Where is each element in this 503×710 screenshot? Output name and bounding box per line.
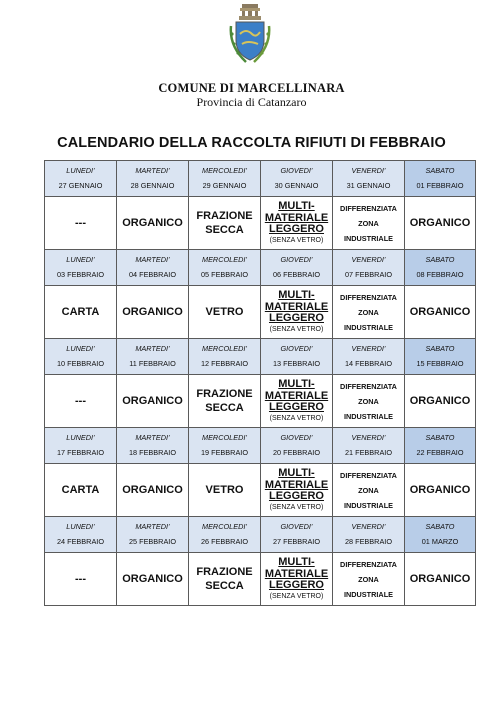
waste-type-label: INDUSTRIALE — [343, 411, 394, 421]
day-header-cell — [405, 250, 476, 286]
day-date: 12 FEBBRAIO — [200, 359, 249, 368]
day-header-cell — [45, 428, 117, 464]
day-name: MERCOLEDI’ — [201, 166, 247, 175]
waste-type-label: ORGANICO — [122, 573, 183, 585]
day-name: MERCOLEDI’ — [201, 433, 247, 442]
week-header-row — [45, 250, 476, 286]
waste-cell — [405, 464, 476, 517]
day-name: MERCOLEDI’ — [201, 522, 247, 531]
waste-type-label: MATERIALE — [264, 300, 329, 313]
waste-cell — [117, 375, 189, 428]
day-header-cell — [189, 250, 261, 286]
waste-type-label: DIFFERENZIATA — [340, 470, 397, 480]
waste-type-label: LEGGERO — [268, 223, 324, 236]
day-date: 24 FEBBRAIO — [56, 537, 105, 546]
day-date: 06 FEBBRAIO — [272, 270, 321, 279]
day-header-cell — [189, 428, 261, 464]
waste-cell — [117, 197, 189, 250]
day-date: 20 FEBBRAIO — [272, 448, 321, 457]
waste-cell — [261, 553, 333, 606]
municipality-name: COMUNE DI MARCELLINARA — [158, 81, 345, 95]
day-date: 22 FEBBRAIO — [416, 448, 464, 457]
day-header-cell — [405, 161, 476, 197]
day-date: 29 GENNAIO — [202, 181, 247, 190]
day-header-cell — [333, 161, 405, 197]
day-header-cell — [45, 161, 117, 197]
day-name: GIOVEDI’ — [280, 344, 313, 353]
week-header-row — [45, 428, 476, 464]
waste-type-label: VETRO — [205, 484, 244, 496]
waste-type-label: INDUSTRIALE — [343, 589, 394, 599]
day-name: VENERDI’ — [351, 433, 386, 442]
day-header-cell — [117, 428, 189, 464]
waste-type-label: MULTI- — [278, 289, 315, 302]
day-header-cell — [117, 339, 189, 375]
day-date: 15 FEBBRAIO — [416, 359, 464, 368]
waste-row — [45, 286, 476, 339]
waste-cell — [333, 553, 405, 606]
day-date: 03 FEBBRAIO — [56, 270, 105, 279]
day-name: GIOVEDI’ — [280, 255, 313, 264]
waste-type-label: MATERIALE — [264, 567, 329, 580]
waste-row — [45, 197, 476, 250]
day-header-cell — [189, 517, 261, 553]
week-header-row — [45, 161, 476, 197]
day-header-cell — [333, 517, 405, 553]
day-header-cell — [117, 517, 189, 553]
week-header-row — [45, 517, 476, 553]
waste-type-label: MULTI- — [278, 378, 315, 391]
day-date: 14 FEBBRAIO — [344, 359, 393, 368]
waste-type-label: ORGANICO — [122, 306, 183, 318]
waste-cell — [333, 464, 405, 517]
province-name: Provincia di Catanzaro — [196, 95, 307, 109]
day-name: SABATO — [425, 433, 455, 442]
waste-type-label: SECCA — [205, 224, 244, 236]
day-name: LUNEDI’ — [66, 166, 95, 175]
waste-type-label: DIFFERENZIATA — [340, 292, 397, 302]
day-date: 08 FEBBRAIO — [416, 270, 464, 279]
day-header-cell — [333, 428, 405, 464]
day-header-cell — [261, 517, 333, 553]
waste-cell — [117, 286, 189, 339]
waste-type-label: ORGANICO — [122, 395, 183, 407]
day-name: SABATO — [425, 344, 455, 353]
waste-type-label: LEGGERO — [268, 401, 324, 414]
waste-type-label: SECCA — [205, 402, 244, 414]
waste-type-label: CARTA — [61, 484, 100, 496]
day-date: 19 FEBBRAIO — [200, 448, 249, 457]
day-name: LUNEDI’ — [66, 255, 95, 264]
waste-cell — [189, 197, 261, 250]
day-date: 31 GENNAIO — [346, 181, 391, 190]
waste-type-label: ZONA — [358, 574, 379, 584]
waste-type-label: INDUSTRIALE — [343, 322, 394, 332]
waste-type-label: LEGGERO — [268, 312, 324, 325]
day-name: MERCOLEDI’ — [201, 255, 247, 264]
day-name: VENERDI’ — [351, 522, 386, 531]
day-header-cell — [45, 250, 117, 286]
day-name: SABATO — [425, 166, 455, 175]
waste-cell — [45, 553, 117, 606]
waste-cell — [189, 375, 261, 428]
waste-cell — [261, 197, 333, 250]
day-name: VENERDI’ — [351, 255, 386, 264]
waste-cell — [333, 286, 405, 339]
day-date: 26 FEBBRAIO — [200, 537, 249, 546]
waste-type-label: ZONA — [358, 307, 379, 317]
waste-cell — [405, 553, 476, 606]
municipal-crest-icon — [228, 4, 272, 64]
day-date: 04 FEBBRAIO — [128, 270, 177, 279]
waste-note: (SENZA VETRO) — [269, 503, 324, 511]
day-header-cell — [261, 161, 333, 197]
waste-note: (SENZA VETRO) — [269, 592, 324, 600]
collection-calendar-table — [44, 160, 476, 606]
waste-cell — [45, 375, 117, 428]
waste-type-label: --- — [75, 573, 86, 585]
waste-type-label: MULTI- — [278, 200, 315, 213]
page-title: CALENDARIO DELLA RACCOLTA RIFIUTI DI FEBBRAIO — [57, 135, 446, 151]
day-name: GIOVEDI’ — [280, 433, 313, 442]
day-date: 17 FEBBRAIO — [56, 448, 105, 457]
day-name: SABATO — [425, 255, 455, 264]
week-header-row — [45, 339, 476, 375]
waste-cell — [261, 375, 333, 428]
waste-cell — [45, 197, 117, 250]
day-name: MERCOLEDI’ — [201, 344, 247, 353]
waste-type-label: VETRO — [205, 306, 244, 318]
waste-note: (SENZA VETRO) — [269, 236, 324, 244]
waste-type-label: ORGANICO — [122, 484, 183, 496]
day-date: 01 FEBBRAIO — [416, 181, 464, 190]
waste-type-label: INDUSTRIALE — [343, 500, 394, 510]
waste-type-label: --- — [75, 395, 86, 407]
waste-cell — [189, 553, 261, 606]
waste-type-label: ZONA — [358, 218, 379, 228]
day-date: 21 FEBBRAIO — [344, 448, 393, 457]
day-date: 27 FEBBRAIO — [272, 537, 321, 546]
waste-type-label: ORGANICO — [409, 217, 471, 229]
day-name: GIOVEDI’ — [280, 166, 313, 175]
day-date: 18 FEBBRAIO — [128, 448, 177, 457]
day-header-cell — [261, 339, 333, 375]
waste-type-label: ORGANICO — [409, 395, 471, 407]
waste-cell — [333, 375, 405, 428]
day-date: 28 GENNAIO — [130, 181, 175, 190]
waste-cell — [45, 286, 117, 339]
waste-note: (SENZA VETRO) — [269, 414, 324, 422]
waste-type-label: DIFFERENZIATA — [340, 559, 397, 569]
day-name: MARTEDI’ — [135, 255, 170, 264]
waste-row — [45, 375, 476, 428]
waste-type-label: DIFFERENZIATA — [340, 381, 397, 391]
day-date: 28 FEBBRAIO — [344, 537, 393, 546]
day-header-cell — [261, 428, 333, 464]
day-header-cell — [405, 428, 476, 464]
waste-type-label: FRAZIONE — [196, 388, 253, 400]
waste-type-label: MATERIALE — [264, 211, 329, 224]
waste-cell — [189, 464, 261, 517]
waste-type-label: FRAZIONE — [196, 210, 253, 222]
day-name: GIOVEDI’ — [280, 522, 313, 531]
day-date: 01 MARZO — [421, 537, 459, 546]
waste-row — [45, 553, 476, 606]
waste-cell — [405, 286, 476, 339]
waste-type-label: INDUSTRIALE — [343, 233, 394, 243]
day-header-cell — [333, 250, 405, 286]
waste-type-label: SECCA — [205, 580, 244, 592]
day-header-cell — [189, 339, 261, 375]
waste-note: (SENZA VETRO) — [269, 325, 324, 333]
day-date: 25 FEBBRAIO — [128, 537, 177, 546]
waste-type-label: FRAZIONE — [196, 566, 253, 578]
waste-type-label: ORGANICO — [122, 217, 183, 229]
waste-cell — [45, 464, 117, 517]
day-header-cell — [117, 161, 189, 197]
waste-type-label: MULTI- — [278, 467, 315, 480]
day-header-cell — [45, 339, 117, 375]
day-header-cell — [405, 339, 476, 375]
day-date: 10 FEBBRAIO — [56, 359, 105, 368]
day-date: 30 GENNAIO — [274, 181, 319, 190]
day-header-cell — [261, 250, 333, 286]
waste-type-label: ZONA — [358, 396, 379, 406]
day-name: VENERDI’ — [351, 344, 386, 353]
waste-type-label: LEGGERO — [268, 490, 324, 503]
day-name: MARTEDI’ — [135, 166, 170, 175]
waste-cell — [189, 286, 261, 339]
waste-type-label: MATERIALE — [264, 478, 329, 491]
waste-type-label: ORGANICO — [409, 573, 471, 585]
waste-cell — [261, 464, 333, 517]
day-header-cell — [45, 517, 117, 553]
day-name: LUNEDI’ — [66, 344, 95, 353]
day-date: 07 FEBBRAIO — [344, 270, 393, 279]
day-name: LUNEDI’ — [66, 433, 95, 442]
waste-row — [45, 464, 476, 517]
day-header-cell — [333, 339, 405, 375]
waste-type-label: LEGGERO — [268, 579, 324, 592]
day-name: SABATO — [425, 522, 455, 531]
day-name: LUNEDI’ — [66, 522, 95, 531]
day-header-cell — [117, 250, 189, 286]
day-date: 27 GENNAIO — [58, 181, 103, 190]
waste-type-label: ORGANICO — [409, 484, 471, 496]
day-name: MARTEDI’ — [135, 433, 170, 442]
waste-type-label: DIFFERENZIATA — [340, 203, 397, 213]
waste-type-label: MATERIALE — [264, 389, 329, 402]
waste-type-label: --- — [75, 217, 86, 229]
waste-cell — [117, 464, 189, 517]
waste-type-label: ORGANICO — [409, 306, 471, 318]
waste-cell — [117, 553, 189, 606]
waste-cell — [333, 197, 405, 250]
day-header-cell — [405, 517, 476, 553]
waste-cell — [261, 286, 333, 339]
day-name: VENERDI’ — [351, 166, 386, 175]
day-name: MARTEDI’ — [135, 522, 170, 531]
day-date: 11 FEBBRAIO — [129, 359, 176, 368]
waste-type-label: CARTA — [61, 306, 100, 318]
day-date: 05 FEBBRAIO — [200, 270, 249, 279]
waste-cell — [405, 197, 476, 250]
day-header-cell — [189, 161, 261, 197]
waste-cell — [405, 375, 476, 428]
waste-type-label: ZONA — [358, 485, 379, 495]
day-date: 13 FEBBRAIO — [272, 359, 321, 368]
day-name: MARTEDI’ — [135, 344, 170, 353]
waste-type-label: MULTI- — [278, 556, 315, 569]
